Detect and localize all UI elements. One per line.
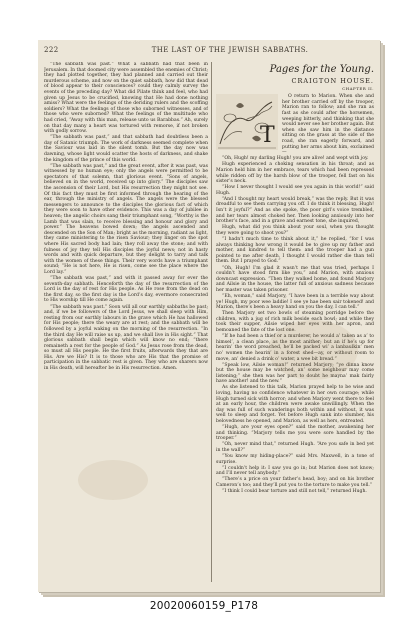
decorative-vignette-illustration xyxy=(216,94,278,150)
column-divider xyxy=(211,62,212,582)
paragraph: “Oh, Hugh! I’m glad it wasn’t me that was tried, perhaps I couldn’t have stood firm like you,” and Marion, with anxious downcast expression. “Then they walked home, and found Marjory and Ailsie in the house, the latter full of anxious sadness because her master was taken prisoner. xyxy=(216,265,374,293)
running-title: THE LAST OF THE JEWISH SABBATHS. xyxy=(151,46,309,54)
book-page xyxy=(38,40,380,592)
paragraph: “If he had been a thief or a murderer, he would a’ taken as a’ to himsel’, a clean place, as the most anither; but an if he’s up for hearin’ the word preached, he’ll be packed wi’ a lanbaulkin’ men no’ women the hearin’ in a forest shed—ay, or without room to move, an’ denied a drink o’ water, a wee bit bread.” xyxy=(216,334,374,362)
paragraph: “I hadn’t much time to think about it,” he replied, “for I was always thinking how wrong it would be to give up my father and mother, and kindred to tell them: and the trooper had a gun pointed to me after death, I thought I would rather die than tell them. But I prayed to God.” xyxy=(216,237,374,265)
paragraph: “Speak low, Ailsie woman!” returned Marjory; “ye dinna know but the house may be watched, an’ some neighbour may come listening;” she then was her part to doubt he mayna’ mak fairly have another! and the new.” xyxy=(216,362,374,385)
paragraph: “Oh, never mind that,” returned Hugh. “Are you safe in bed yet in the wall?” xyxy=(216,442,374,453)
paragraph: As she listened to this talk, Marion prayed help to be wise and loving, having no confidence whatever in her own courage; while Hugh turned sick with horror; and when Marjory went there to feel at an early hour, the children were awake unwillingly. When the day was full of such wanderings both within and without, it was well to sleep and forget. Yet before Hugh sank into slumber, his belovedness he opened, and Marion, as well as hers, entreated. xyxy=(216,385,374,425)
scan-id-caption: 20020060159_P178 xyxy=(149,600,259,612)
paragraph: “And I thought my heart would break,” was the reply. But it was dreadful to see them carrying you off. I do think it blessing, Hugh! Isn’t it joyful?” And as she spoke, the poor girl’s voice trembled, and her tears almost choked her. Then looking anxiously into her brother’s face, and in a grave and earnest tone, she inquired, xyxy=(216,196,374,225)
paragraph: “There’s a price on your father’s head, boy; and on his brother Cameron’s too; and they’ll put you to the torture to make you tell.” xyxy=(216,477,374,489)
paragraph: “I think I could bear torture and still not tell,” returned Hugh. xyxy=(222,489,367,495)
paragraph: Hugh experienced a choking sensation in his throat; and as Marion held him in her embrace, tears which had been repressed while ridden off by the harsh blow of the trooper, fell fast on his sister’s neck. xyxy=(216,162,374,185)
chapter-heading: CHAPTER II. xyxy=(342,85,374,91)
paragraph: “The sabbath was past.” Soon will all our earthly sabbaths be past; and, if we be followers of the Lord Jesus, we shall sleep with Him, resting from our earthly labours in the grave which He has hallowed for His people; there the weary are at rest; and the sabbath will be followed by a joyful waking on the morning of the resurrection. “In the third day He will raise us up, and we shall live in His sight.” That glorious sabbath shall begin which will know no end; “there remaineth a rest for the people of God.” As Jesus rose from the dead, so must all His people. He the first fruits, afterwards they that are His. Are we His? It is to those who are His that the promise of participation in the sabbatic rest is given. They who are sharers now in His death, will hereafter be in His resurrection. Amen. xyxy=(44,304,208,372)
paragraph: Then Marjory set two bowls of steaming porridge before the children, with a jug of rich milk beside each bowl; and while they took their supper, Ailsie wiped her eyes with her apron, and bemoaned the fate of the lost one. xyxy=(216,311,374,334)
paragraph: “The sabbath was past.” What a sabbath had that been in Jerusalem. In that doomed city were assembled the enemies of Christ; they had plotted together, they had planned and carried out their murderous scheme, and now on the quiet sabbath, how did that dead of blood appear to their consciences? could they calmly survey the events of the preceding day? What did Pilate think and feel, who had given up Jesus to be crucified, knowing that He had done nothing amiss? What were the feelings of the deriding rulers and the scoffing soldiers? What the feelings of those who suborned witnesses, and of those who were suborned? What the feelings of the multitude who had cried, “Away with this man, release unto us Barabbas.” Ah, surely on that day many a heart was tortured with remorse, if not broken with godly sorrow. xyxy=(44,62,208,135)
paragraph: O return to Marion. When she and her brother carried off by the trooper, Marion ran to follow; and she ran as fast as she could after the horsemen, weeping bitterly, and thinking that she would never see her brother again. But when she saw him in the distance sitting on the grass at the side of the road, she ran eagerly forward, and putting her arms about him, exclaimed— xyxy=(282,94,374,156)
paragraph: “The sabbath was past,” and the great event, after it was past, was witnessed by no human eye; only the angels were permitted to be spectators of that solemn, that glorious event. “Sons of angels, believed on in the world, received up into glory.” The disciples saw the ascension of their Lord, but His resurrection they might not see. Of this fact they must be first informed through the hearing of the ear, through the ministry of angels. The angels were the blessed messengers to announce to the disciples the glorious fact of which they were soon to have other evidence. This was a day of jubilee in heaven; the angelic choirs sang their triumphant song, “Worthy is the Lamb that was slain, to receive blessing and honour and glory and power.” The heavens bowed down; the angels ascended and descended on the Son of Man; bright as the morning, radiant as light, they came ministering to the risen Saviour; they linger on the spot where His sacred body had lain; they roll away the stone; and with fulness of joy they tell His disciples the joyful news; not in hasty words and with quick departure, but they delight to tarry and talk with the women of these things. Their very words have a triumphant sound; “He is not here, He is risen, come see the place where the Lord lay.” xyxy=(44,163,208,275)
story-title: CRAIGTON HOUSE. xyxy=(291,77,374,85)
paragraph: Hugh, what did you think about your soul, when you thought they were going to shoot you?” xyxy=(216,225,374,236)
page-number: 222 xyxy=(44,46,59,54)
paragraph: “The sabbath was past,” and with it passed away for ever the seventh-day sabbath. Henceforth the day of the resurrection of the Lord is the day of rest for His people. As He rose from the dead on the first day, so the first day is the Lord’s day, evermore consecrated to His worship till He come again. xyxy=(44,276,208,304)
paragraph: “You know my hiding-place?” said Mrs. Maxwell, in a tone of surprise. xyxy=(216,454,374,465)
left-column xyxy=(44,62,208,584)
page-header xyxy=(44,46,374,56)
paragraph: “How I never thought I would see you again in this world!” said Hugh. xyxy=(216,185,374,196)
section-title: Pages for the Young. xyxy=(269,64,374,75)
paragraph: “Eh, woman,” said Marjory, “I have been in a terrible way about ye! Hugh, my poor wee laddie! I see ye hae been sair tokened! and Marion, there’s been a heavy hand on you the day, I can tell.” xyxy=(216,293,374,311)
paragraph: “Hugh, are your eyes open?” said the mother, awakening her and thinking. “Marjory tells me you were sore handled by the trooper.” xyxy=(216,425,374,442)
right-column xyxy=(216,62,374,584)
paragraph: “Oh, Hugh! my darling Hugh! you are alive! and wept with joy. xyxy=(222,156,369,162)
paragraph: “I couldn’t help it: I saw you go in; but Marion does not know; and I’ll never tell anybody.” xyxy=(216,465,374,477)
paragraph: “The sabbath was past,” and that sabbath had doubtless been a day of Satanic triumph. The work of darkness seemed complete when the Saviour was laid in the silent tomb. But the day now was dawning, whose light would scatter the hosts of darkness, and shake the kingdom of the prince of this world. xyxy=(44,135,208,163)
svg-text:T: T xyxy=(260,123,275,149)
